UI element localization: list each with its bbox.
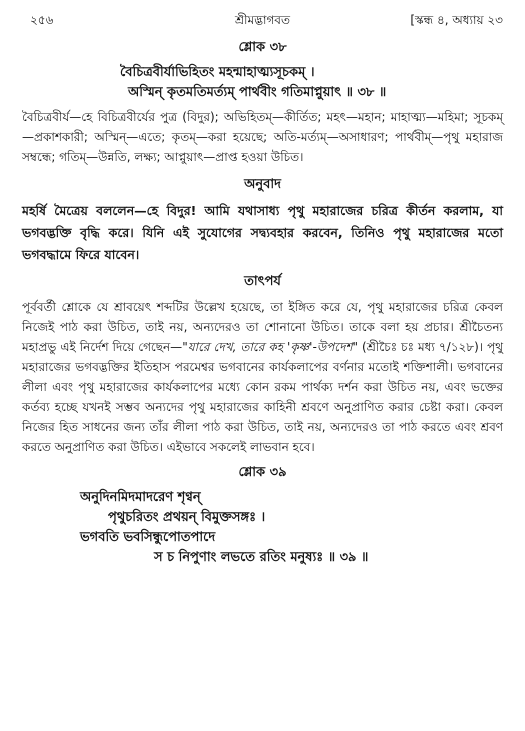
purport-heading: তাৎপর্য xyxy=(244,274,281,289)
purport-part-1: পূর্ববর্তী শ্লোকে যে শ্রাবয়েৎ শব্দটির উল্লেখ হয়েছে, তা ইঙ্গিত করে যে, পৃথু মহারাজের চরিত্র কেবল নিজেই পাঠ করা উচিত, তাই নয়, অন্যদেরও তা শোনানো উচিত। তাকে বলা হয় প্রচার। শ্রীচৈতন্য মহাপ্রভু এই নির্দেশ দিয়ে গেছেন— xyxy=(22,300,503,354)
page-header xyxy=(22,10,503,32)
purport-quote: "যারে দেখ, তারে কহ 'কৃষ্ণ'-উপদেশ" xyxy=(182,340,359,354)
word-meanings: বৈচিত্রবীর্য—হে বিচিত্রবীর্যের পুত্র (বিদুর); অভিহিতম্—কীর্তিত; মহৎ—মহান; মাহাত্ম্য—মহিমা; সূচকম্—প্রকাশকারী; অস্মিন্—এতে; কৃতম্—করা হয়েছে; অতি-মর্ত্যম্—অসাধারণ; পার্থবীম্—পৃথু মহারাজ সম্বন্ধে; গতিম্—উন্নতি, লক্ষ্য; আপ্নুয়াৎ—প্রাপ্ত হওয়া উচিত। xyxy=(22,110,503,164)
sloka-38-heading: শ্লোক ৩৮ xyxy=(238,40,287,55)
verse-line: পৃথুচরিতং প্রথয়ন্ বিমুক্তসঙ্গঃ । xyxy=(108,510,266,525)
verse-line: অনুদিনমিদমাদরেণ শৃণ্বন্ xyxy=(80,490,201,505)
verse-line: ভগবতি ভবসিন্ধুপোতপাদে xyxy=(80,530,216,545)
book-title: শ্রীমদ্ভাগবত xyxy=(234,13,290,27)
verse-line: অস্মিন্ কৃতমতিমর্ত্যম্ পার্থবীং গতিমাপ্নুয়াৎ ॥ ৩৮ ॥ xyxy=(128,85,387,100)
sloka-38-verse xyxy=(22,63,503,103)
translation-heading: অনুবাদ xyxy=(244,177,281,192)
sloka-39-heading: শ্লোক ৩৯ xyxy=(238,465,287,480)
sloka-39-verse xyxy=(22,488,503,568)
verse-line: স চ নিপুণাং লভতে রতিং মনুষ্যঃ ॥ ৩৯ ॥ xyxy=(154,550,369,565)
page-number: ২৫৬ xyxy=(30,13,54,27)
verse-line: বৈচিত্রবীর্যাভিহিতং মহন্মাহাত্ম্যসূচকম্ । xyxy=(120,65,315,80)
translation-text: মহর্ষি মৈত্রেয় বললেন—হে বিদুর! আমি যথাসাধ্য পৃথু মহারাজের চরিত্র কীর্তন করলাম, যা ভগবদ্ভক্তি বৃদ্ধি করে। যিনি এই সুযোগের সদ্ব্যবহার করবেন, তিনিও পৃথু মহারাজের মতো ভগবদ্ধামে ফিরে যাবেন। xyxy=(22,203,503,262)
chapter-location: [স্কন্ধ ৪, অধ্যায় ২৩ xyxy=(410,13,503,27)
purport-part-2: (শ্রীচৈঃ চঃ মধ্য ৭/১২৮)। পৃথু মহারাজের ভগবদ্ভক্তির ইতিহাস পরমেশ্বর ভগবানের কার্যকলাপের বর্ণনার মতোই শক্তিশালী। ভগবানের লীলা এবং পৃথু মহারাজের কার্যকলাপের মধ্যে কোন রকম পার্থক্য দর্শন করা উচিত নয়, এবং ভক্তের কর্তব্য হচ্ছে যখনই সম্ভব অন্যদের পৃথু মহারাজের কাহিনী শ্রবণে অনুপ্রাণিত করার চেষ্টা করা। কেবল নিজের হিত সাধনের জন্য তাঁর লীলা পাঠ করা উচিত, তাই নয়, অন্যদেরও তা পাঠ করতে এবং শ্রবণ করতে অনুপ্রাণিত করা উচিত। এইভাবে সকলেই লাভবান হবে। xyxy=(22,340,503,454)
purport-text xyxy=(22,297,503,457)
